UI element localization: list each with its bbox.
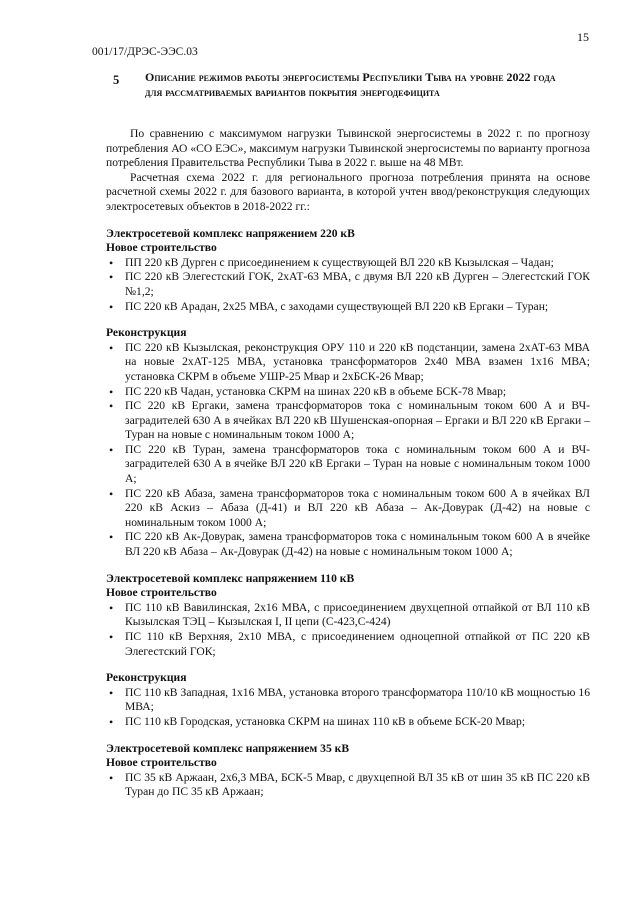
item-list	[106, 341, 590, 560]
group-title-35kv: Электросетевой комплекс напряжением 35 кВ	[106, 741, 350, 755]
list-item: • ПС 110 кВ Верхняя, 2х10 МВА, с присоединением одноцепной отпайкой от ПС 220 кВ Элегестский ГОК;	[106, 630, 590, 659]
group-title-110kv: Электросетевой комплекс напряжением 110 кВ	[106, 571, 355, 585]
item-list	[106, 256, 590, 314]
list-item: • ПС 220 кВ Элегестский ГОК, 2хАТ-63 МВА, с двумя ВЛ 220 кВ Дурген – Элегестский ГОК №1,2;	[106, 270, 590, 299]
document-body	[106, 127, 590, 800]
intro-paragraph: Расчетная схема 2022 г. для регионального прогноза потребления принята на основе расчетной схемы 2022 г. для базового варианта, в которой учтен ввод/реконструкция следующих электросетевых объектов в 2018-2022 гг.:	[106, 170, 590, 213]
item-list	[106, 686, 590, 730]
document-code: 001/17/ДРЭС-ЭЭС.03	[92, 46, 198, 58]
list-item: • ПС 220 кВ Чадан, установка СКРМ на шинах 220 кВ в объеме БСК-78 Мвар;	[106, 385, 590, 400]
section-title: Описание режимов работы энергосистемы Республики Тыва на уровне 2022 года для рассматриваемых вариантов покрытия энергодефицита	[145, 70, 556, 99]
page-number: 15	[577, 30, 589, 44]
list-item: • ПС 110 кВ Городская, установка СКРМ на шинах 110 кВ в объеме БСК-20 Мвар;	[106, 715, 590, 730]
block-title-reconstruction: Реконструкция	[106, 326, 187, 340]
block-title-new-construction: Новое строительство	[106, 241, 217, 255]
list-item: • ПС 110 кВ Вавилинская, 2х16 МВА, с присоединением двухцепной отпайкой от ВЛ 110 кВ Кызылская ТЭЦ – Кызылская I, II цепи (С-423,С-424)	[106, 601, 590, 630]
list-item: • ПС 110 кВ Западная, 1х16 МВА, установка второго трансформатора 110/10 кВ мощностью 16 МВА;	[106, 686, 590, 715]
group-title-220kv: Электросетевой комплекс напряжением 220 кВ	[106, 226, 355, 240]
item-list	[106, 601, 590, 659]
list-item: • ПС 220 кВ Арадан, 2х25 МВА, с заходами существующей ВЛ 220 кВ Ергаки – Туран;	[106, 300, 590, 315]
intro-paragraph: По сравнению с максимумом нагрузки Тывинской энергосистемы в 2022 г. по прогнозу потребления АО «СО ЕЭС», максимум нагрузки Тывинской энергосистемы по варианту прогноза потребления Правительства Республики Тыва в 2022 г. выше на 48 МВт.	[106, 127, 590, 170]
block-title-reconstruction: Реконструкция	[106, 671, 187, 685]
list-item: • ПС 220 кВ Кызылская, реконструкция ОРУ 110 и 220 кВ подстанции, замена 2хАТ-63 МВА на новые 2хАТ-125 МВА, установка трансформаторов 2х40 МВА взамен 1х16 МВА; установка СКРМ в объеме УШР-25 Мвар и 2хБСК-26 Мвар;	[106, 341, 590, 385]
list-item: • ПС 35 кВ Аржаан, 2х6,3 МВА, БСК-5 Мвар, с двухцепной ВЛ 35 кВ от шин 35 кВ ПС 220 кВ Туран до ПС 35 кВ Аржаан;	[106, 771, 590, 800]
list-item: • ПС 220 кВ Ак-Довурак, замена трансформаторов тока с номинальным током 600 А в ячейке ВЛ 220 кВ Абаза – Ак-Довурак (Д-42) на новые с номинальным током 1000 А;	[106, 530, 590, 559]
list-item: • ПС 220 кВ Ергаки, замена трансформаторов тока с номинальным током 600 А и ВЧ-заградителей 630 А в ячейках ВЛ 220 кВ Шушенская-опорная – Ергаки и ВЛ 220 кВ Ергаки – Туран на новые с номинальным током 1000 А;	[106, 399, 590, 443]
section-number: 5	[113, 73, 120, 87]
list-item: • ПП 220 кВ Дурген с присоединением к существующей ВЛ 220 кВ Кызылская – Чадан;	[106, 256, 590, 271]
list-item: • ПС 220 кВ Абаза, замена трансформаторов тока с номинальным током 600 А в ячейках ВЛ 220 кВ Аскиз – Абаза (Д-41) и ВЛ 220 кВ Абаза – Ак-Довурак (Д-42) на новые с номинальным током 1000 А;	[106, 487, 590, 531]
block-title-new-construction: Новое строительство	[106, 586, 217, 600]
item-list	[106, 771, 590, 800]
block-title-new-construction: Новое строительство	[106, 756, 217, 770]
list-item: • ПС 220 кВ Туран, замена трансформаторов тока с номинальным током 600 А и ВЧ-заградителей 630 А в ячейке ВЛ 220 кВ Ергаки – Туран на новые с номинальным током 1000 А;	[106, 443, 590, 487]
